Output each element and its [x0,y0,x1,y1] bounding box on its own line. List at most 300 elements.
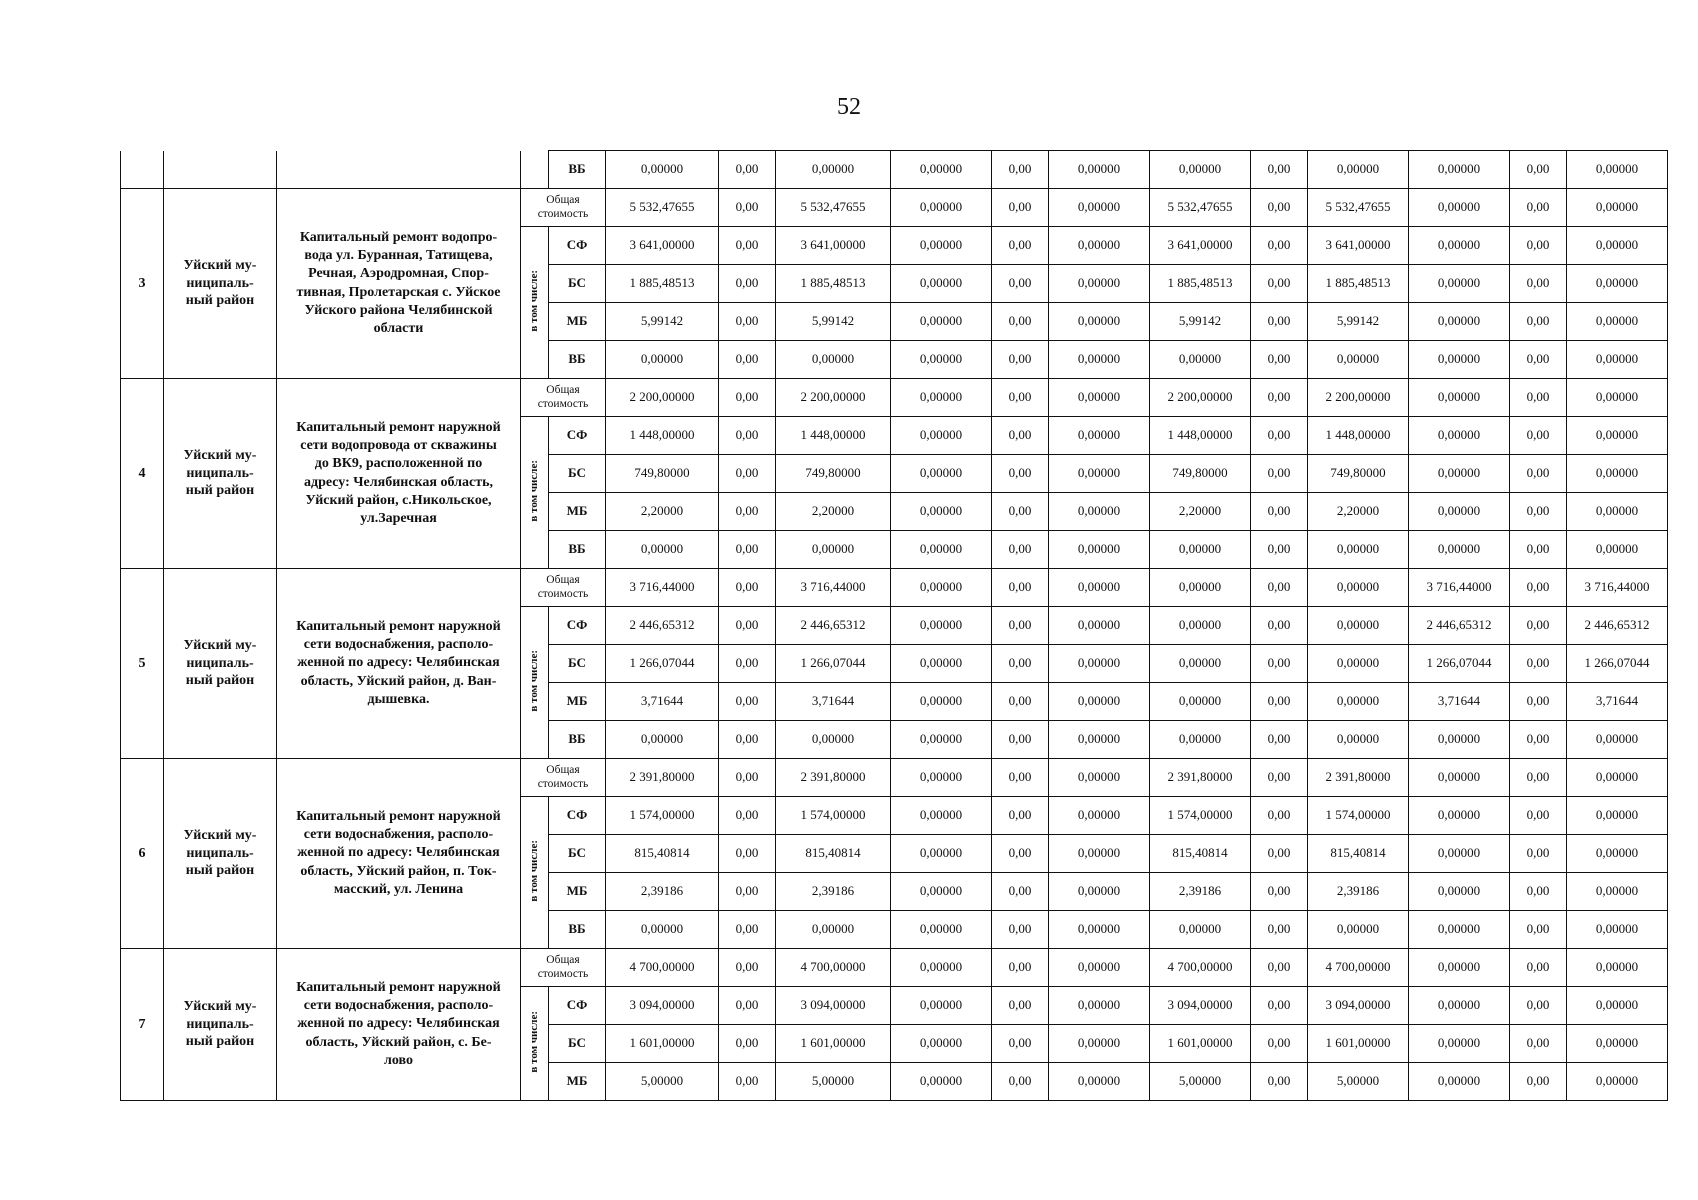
value-cell: 2 200,00000 [1150,379,1251,417]
value-cell: 0,00 [1510,759,1567,797]
including-label: в том числе: [528,1011,541,1073]
value-cell: 0,00000 [1150,911,1251,949]
value-cell: 0,00 [1510,151,1567,189]
value-cell: 1 574,00000 [1308,797,1409,835]
value-cell: 3 716,44000 [776,569,891,607]
value-cell: 0,00000 [891,1063,992,1101]
value-cell: 0,00000 [1049,797,1150,835]
value-cell: 0,00 [1510,835,1567,873]
value-cell: 2,20000 [606,493,719,531]
table-row [121,379,1668,417]
value-cell: 0,00000 [1409,1063,1510,1101]
value-cell: 0,00000 [1567,189,1668,227]
value-cell: 4 700,00000 [606,949,719,987]
funding-source: БС [549,265,606,303]
value-cell: 0,00 [992,189,1049,227]
value-cell: 0,00000 [1049,531,1150,569]
value-cell: 0,00 [719,607,776,645]
value-cell: 0,00 [719,341,776,379]
value-cell: 0,00000 [891,987,992,1025]
value-cell: 3 641,00000 [1308,227,1409,265]
value-cell: 0,00000 [776,531,891,569]
funding-source: СФ [549,607,606,645]
value-cell: 0,00000 [891,911,992,949]
value-cell: 0,00 [1251,455,1308,493]
value-cell: 0,00000 [606,531,719,569]
value-cell: 0,00 [992,607,1049,645]
value-cell: 0,00 [1510,987,1567,1025]
value-cell: 2 391,80000 [776,759,891,797]
value-cell: 0,00000 [891,569,992,607]
value-cell: 0,00000 [1150,645,1251,683]
value-cell: 0,00000 [1409,303,1510,341]
value-cell: 3 641,00000 [1150,227,1251,265]
value-cell: 3 094,00000 [1150,987,1251,1025]
project-description: Капитальный ремонт наружной сети водоснабжения, располо- женной по адресу: Челябинская область, Уйский район, п. Ток- масский, ул. Ленина [277,759,521,949]
value-cell: 0,00000 [1049,911,1150,949]
value-cell: 0,00000 [891,303,992,341]
project-number: 6 [121,759,164,949]
district-name: Уйский му- ниципаль- ный район [164,949,277,1101]
value-cell: 0,00 [1251,607,1308,645]
value-cell: 0,00000 [891,759,992,797]
value-cell: 0,00 [992,645,1049,683]
value-cell: 0,00 [992,455,1049,493]
value-cell: 0,00000 [1150,569,1251,607]
value-cell: 0,00000 [1567,265,1668,303]
table-row [121,949,1668,987]
value-cell: 0,00000 [1049,493,1150,531]
table-row [121,151,1668,189]
value-cell: 749,80000 [606,455,719,493]
value-cell: 0,00000 [776,911,891,949]
value-cell: 0,00 [719,569,776,607]
table-row [121,569,1668,607]
funding-source: БС [549,645,606,683]
funding-source: ВБ [549,341,606,379]
value-cell: 0,00000 [1567,455,1668,493]
value-cell: 0,00000 [891,721,992,759]
value-cell: 0,00000 [1409,1025,1510,1063]
value-cell: 0,00000 [891,683,992,721]
value-cell: 0,00000 [1567,379,1668,417]
district-cell [164,151,277,189]
value-cell: 0,00000 [1409,151,1510,189]
funding-source: МБ [549,1063,606,1101]
including-cell [521,151,549,189]
value-cell: 0,00000 [606,341,719,379]
value-cell: 0,00000 [891,607,992,645]
value-cell: 0,00000 [1049,759,1150,797]
value-cell: 0,00000 [1567,873,1668,911]
value-cell: 0,00000 [891,151,992,189]
value-cell: 0,00000 [891,531,992,569]
value-cell: 0,00 [1251,835,1308,873]
value-cell: 0,00 [719,265,776,303]
value-cell: 0,00 [992,151,1049,189]
value-cell: 0,00 [1251,721,1308,759]
value-cell: 0,00 [719,531,776,569]
value-cell: 0,00000 [1049,987,1150,1025]
value-cell: 0,00 [1510,531,1567,569]
value-cell: 4 700,00000 [1308,949,1409,987]
value-cell: 0,00 [1251,683,1308,721]
value-cell: 0,00000 [1308,721,1409,759]
value-cell: 0,00000 [1567,303,1668,341]
value-cell: 0,00 [1251,189,1308,227]
value-cell: 0,00000 [1409,987,1510,1025]
value-cell: 2 391,80000 [606,759,719,797]
value-cell: 2,20000 [1150,493,1251,531]
including-label: в том числе: [528,650,541,712]
source-cell: ВБ [549,151,606,189]
value-cell: 3 641,00000 [776,227,891,265]
value-cell: 5,00000 [776,1063,891,1101]
value-cell: 1 574,00000 [776,797,891,835]
value-cell: 0,00 [719,1025,776,1063]
value-cell: 1 601,00000 [776,1025,891,1063]
project-number: 3 [121,189,164,379]
value-cell: 1 448,00000 [1150,417,1251,455]
value-cell: 1 266,07044 [606,645,719,683]
including-label-cell [521,227,549,379]
value-cell: 0,00 [1510,265,1567,303]
value-cell: 0,00000 [1409,417,1510,455]
value-cell: 0,00 [1251,1025,1308,1063]
value-cell: 2,39186 [776,873,891,911]
value-cell: 5,99142 [1308,303,1409,341]
value-cell: 0,00 [1251,341,1308,379]
value-cell: 1 448,00000 [1308,417,1409,455]
value-cell: 0,00000 [1409,911,1510,949]
value-cell: 1 601,00000 [1308,1025,1409,1063]
value-cell: 0,00000 [1150,531,1251,569]
value-cell: 5,00000 [1308,1063,1409,1101]
value-cell: 0,00 [1510,189,1567,227]
value-cell: 0,00000 [1049,265,1150,303]
value-cell: 0,00000 [1049,227,1150,265]
value-cell: 0,00000 [891,949,992,987]
value-cell: 2,20000 [1308,493,1409,531]
value-cell: 1 885,48513 [1150,265,1251,303]
value-cell: 0,00 [719,303,776,341]
funding-source: МБ [549,493,606,531]
value-cell: 0,00 [1251,531,1308,569]
value-cell: 1 885,48513 [776,265,891,303]
value-cell: 815,40814 [776,835,891,873]
value-cell: 0,00 [719,227,776,265]
value-cell: 3 716,44000 [1409,569,1510,607]
value-cell: 5 532,47655 [776,189,891,227]
including-label: в том числе: [528,270,541,332]
value-cell: 0,00000 [606,151,719,189]
value-cell: 0,00 [719,151,776,189]
value-cell: 0,00 [992,911,1049,949]
value-cell: 0,00000 [1409,379,1510,417]
value-cell: 0,00 [719,379,776,417]
value-cell: 0,00 [1251,645,1308,683]
value-cell: 0,00 [1251,417,1308,455]
value-cell: 3,71644 [1567,683,1668,721]
value-cell: 0,00 [719,911,776,949]
value-cell: 0,00000 [891,189,992,227]
value-cell: 0,00000 [1308,341,1409,379]
district-name: Уйский му- ниципаль- ный район [164,759,277,949]
funding-source: БС [549,835,606,873]
table-body [121,151,1668,1101]
project-description: Капитальный ремонт водопро- вода ул. Буранная, Татищева, Речная, Аэродромная, Спор- тивная, Пролетарская с. Уйское Уйского района Челябинской области [277,189,521,379]
value-cell: 0,00 [1510,227,1567,265]
total-cost-label: Общая стоимость [521,949,606,987]
value-cell: 0,00000 [1567,531,1668,569]
value-cell: 5,00000 [1150,1063,1251,1101]
value-cell: 0,00000 [1567,949,1668,987]
including-label-cell [521,987,549,1101]
total-cost-label: Общая стоимость [521,189,606,227]
value-cell: 4 700,00000 [776,949,891,987]
project-number: 5 [121,569,164,759]
value-cell: 0,00 [1510,683,1567,721]
value-cell: 0,00000 [1567,797,1668,835]
page-number: 52 [837,94,861,120]
value-cell: 0,00000 [1049,379,1150,417]
value-cell: 0,00000 [1049,949,1150,987]
funding-source: СФ [549,417,606,455]
value-cell: 0,00 [992,493,1049,531]
value-cell: 2,20000 [776,493,891,531]
value-cell: 0,00 [1510,949,1567,987]
value-cell: 1 885,48513 [1308,265,1409,303]
value-cell: 0,00000 [1308,151,1409,189]
value-cell: 0,00000 [1567,987,1668,1025]
value-cell: 0,00000 [1049,645,1150,683]
value-cell: 5,00000 [606,1063,719,1101]
value-cell: 0,00000 [891,493,992,531]
value-cell: 0,00000 [891,417,992,455]
value-cell: 2 446,65312 [606,607,719,645]
value-cell: 0,00000 [1308,645,1409,683]
value-cell: 0,00000 [1409,949,1510,987]
value-cell: 2 391,80000 [1150,759,1251,797]
value-cell: 0,00 [719,759,776,797]
value-cell: 0,00 [1251,151,1308,189]
value-cell: 0,00 [719,835,776,873]
value-cell: 1 266,07044 [1409,645,1510,683]
value-cell: 0,00 [1510,797,1567,835]
value-cell: 0,00000 [1409,189,1510,227]
value-cell: 0,00000 [606,911,719,949]
value-cell: 2 446,65312 [1567,607,1668,645]
value-cell: 0,00 [1251,569,1308,607]
value-cell: 0,00 [992,569,1049,607]
value-cell: 0,00 [992,873,1049,911]
value-cell: 0,00000 [1567,1063,1668,1101]
project-description: Капитальный ремонт наружной сети водоснабжения, располо- женной по адресу: Челябинская область, Уйский район, с. Бе- лово [277,949,521,1101]
value-cell: 0,00 [719,873,776,911]
value-cell: 0,00000 [1150,151,1251,189]
value-cell: 0,00 [1510,569,1567,607]
funding-source: СФ [549,227,606,265]
project-description: Капитальный ремонт наружной сети водоснабжения, располо- женной по адресу: Челябинская область, Уйский район, д. Ван- дышевка. [277,569,521,759]
value-cell: 0,00 [1251,911,1308,949]
district-name: Уйский му- ниципаль- ный район [164,569,277,759]
value-cell: 0,00 [719,645,776,683]
value-cell: 0,00 [719,949,776,987]
value-cell: 0,00 [992,341,1049,379]
value-cell: 0,00000 [1308,569,1409,607]
including-label: в том числе: [528,460,541,522]
funding-source: ВБ [549,911,606,949]
value-cell: 5,99142 [776,303,891,341]
value-cell: 0,00000 [1409,797,1510,835]
value-cell: 0,00000 [1409,759,1510,797]
value-cell: 0,00000 [1308,531,1409,569]
total-cost-label: Общая стоимость [521,569,606,607]
value-cell: 0,00000 [606,721,719,759]
value-cell: 0,00000 [891,1025,992,1063]
value-cell: 0,00 [1251,227,1308,265]
value-cell: 2 391,80000 [1308,759,1409,797]
value-cell: 0,00000 [1308,911,1409,949]
total-cost-label: Общая стоимость [521,759,606,797]
including-label-cell [521,417,549,569]
value-cell: 3,71644 [606,683,719,721]
value-cell: 0,00000 [1049,835,1150,873]
value-cell: 0,00 [992,531,1049,569]
funding-source: БС [549,455,606,493]
value-cell: 0,00000 [1049,607,1150,645]
funding-source: СФ [549,797,606,835]
value-cell: 815,40814 [1150,835,1251,873]
value-cell: 0,00 [992,835,1049,873]
value-cell: 0,00000 [1049,683,1150,721]
value-cell: 0,00 [992,797,1049,835]
value-cell: 0,00 [719,683,776,721]
value-cell: 0,00 [1510,1063,1567,1101]
value-cell: 0,00 [1510,417,1567,455]
value-cell: 0,00 [719,189,776,227]
value-cell: 0,00 [992,949,1049,987]
value-cell: 0,00000 [1409,265,1510,303]
including-label-cell [521,797,549,949]
funding-source: МБ [549,873,606,911]
value-cell: 749,80000 [1150,455,1251,493]
value-cell: 0,00 [992,379,1049,417]
value-cell: 0,00 [1510,379,1567,417]
value-cell: 0,00000 [1049,303,1150,341]
value-cell: 0,00000 [891,379,992,417]
project-number: 4 [121,379,164,569]
value-cell: 0,00000 [1409,531,1510,569]
description-cell [277,151,521,189]
value-cell: 0,00000 [1049,341,1150,379]
value-cell: 3 716,44000 [606,569,719,607]
value-cell: 0,00000 [891,797,992,835]
value-cell: 0,00000 [1049,569,1150,607]
value-cell: 0,00 [1510,721,1567,759]
value-cell: 0,00000 [1567,493,1668,531]
value-cell: 0,00000 [1567,721,1668,759]
value-cell: 0,00 [1251,1063,1308,1101]
value-cell: 2,39186 [1150,873,1251,911]
value-cell: 0,00000 [1409,455,1510,493]
value-cell: 0,00 [1251,949,1308,987]
num-cell [121,151,164,189]
value-cell: 0,00 [1510,1025,1567,1063]
value-cell: 2 200,00000 [1308,379,1409,417]
value-cell: 0,00000 [776,341,891,379]
value-cell: 0,00 [1510,873,1567,911]
value-cell: 0,00 [1251,303,1308,341]
value-cell: 2 446,65312 [1409,607,1510,645]
value-cell: 1 574,00000 [606,797,719,835]
value-cell: 0,00 [992,227,1049,265]
value-cell: 0,00000 [1049,873,1150,911]
value-cell: 0,00000 [1308,607,1409,645]
value-cell: 3 716,44000 [1567,569,1668,607]
value-cell: 0,00000 [891,341,992,379]
value-cell: 0,00 [992,417,1049,455]
value-cell: 0,00 [1510,341,1567,379]
value-cell: 0,00 [1251,379,1308,417]
value-cell: 0,00 [992,265,1049,303]
value-cell: 0,00000 [1150,683,1251,721]
value-cell: 5 532,47655 [606,189,719,227]
funding-source: МБ [549,303,606,341]
value-cell: 0,00000 [1409,721,1510,759]
value-cell: 0,00000 [891,227,992,265]
including-label-cell [521,607,549,759]
value-cell: 0,00000 [1049,151,1150,189]
value-cell: 0,00 [992,721,1049,759]
value-cell: 0,00000 [1150,341,1251,379]
value-cell: 0,00000 [891,645,992,683]
district-name: Уйский му- ниципаль- ный район [164,379,277,569]
budget-table [120,150,1668,1101]
value-cell: 0,00 [1510,645,1567,683]
value-cell: 3 094,00000 [776,987,891,1025]
total-cost-label: Общая стоимость [521,379,606,417]
value-cell: 0,00000 [1409,493,1510,531]
value-cell: 2 200,00000 [606,379,719,417]
value-cell: 1 266,07044 [776,645,891,683]
table-row [121,759,1668,797]
value-cell: 5,99142 [1150,303,1251,341]
value-cell: 2,39186 [606,873,719,911]
value-cell: 1 574,00000 [1150,797,1251,835]
value-cell: 0,00000 [1567,227,1668,265]
value-cell: 0,00 [1251,797,1308,835]
value-cell: 5 532,47655 [1150,189,1251,227]
value-cell: 0,00000 [1049,1025,1150,1063]
value-cell: 3,71644 [776,683,891,721]
value-cell: 0,00 [992,1063,1049,1101]
project-number: 7 [121,949,164,1101]
value-cell: 0,00 [1251,265,1308,303]
value-cell: 0,00000 [891,835,992,873]
value-cell: 0,00 [719,721,776,759]
value-cell: 0,00 [992,683,1049,721]
value-cell: 1 266,07044 [1567,645,1668,683]
value-cell: 3 094,00000 [606,987,719,1025]
value-cell: 0,00000 [1409,341,1510,379]
value-cell: 0,00000 [1049,455,1150,493]
value-cell: 0,00 [1510,911,1567,949]
value-cell: 0,00000 [776,721,891,759]
value-cell: 0,00000 [1049,417,1150,455]
funding-source: МБ [549,683,606,721]
value-cell: 3 641,00000 [606,227,719,265]
